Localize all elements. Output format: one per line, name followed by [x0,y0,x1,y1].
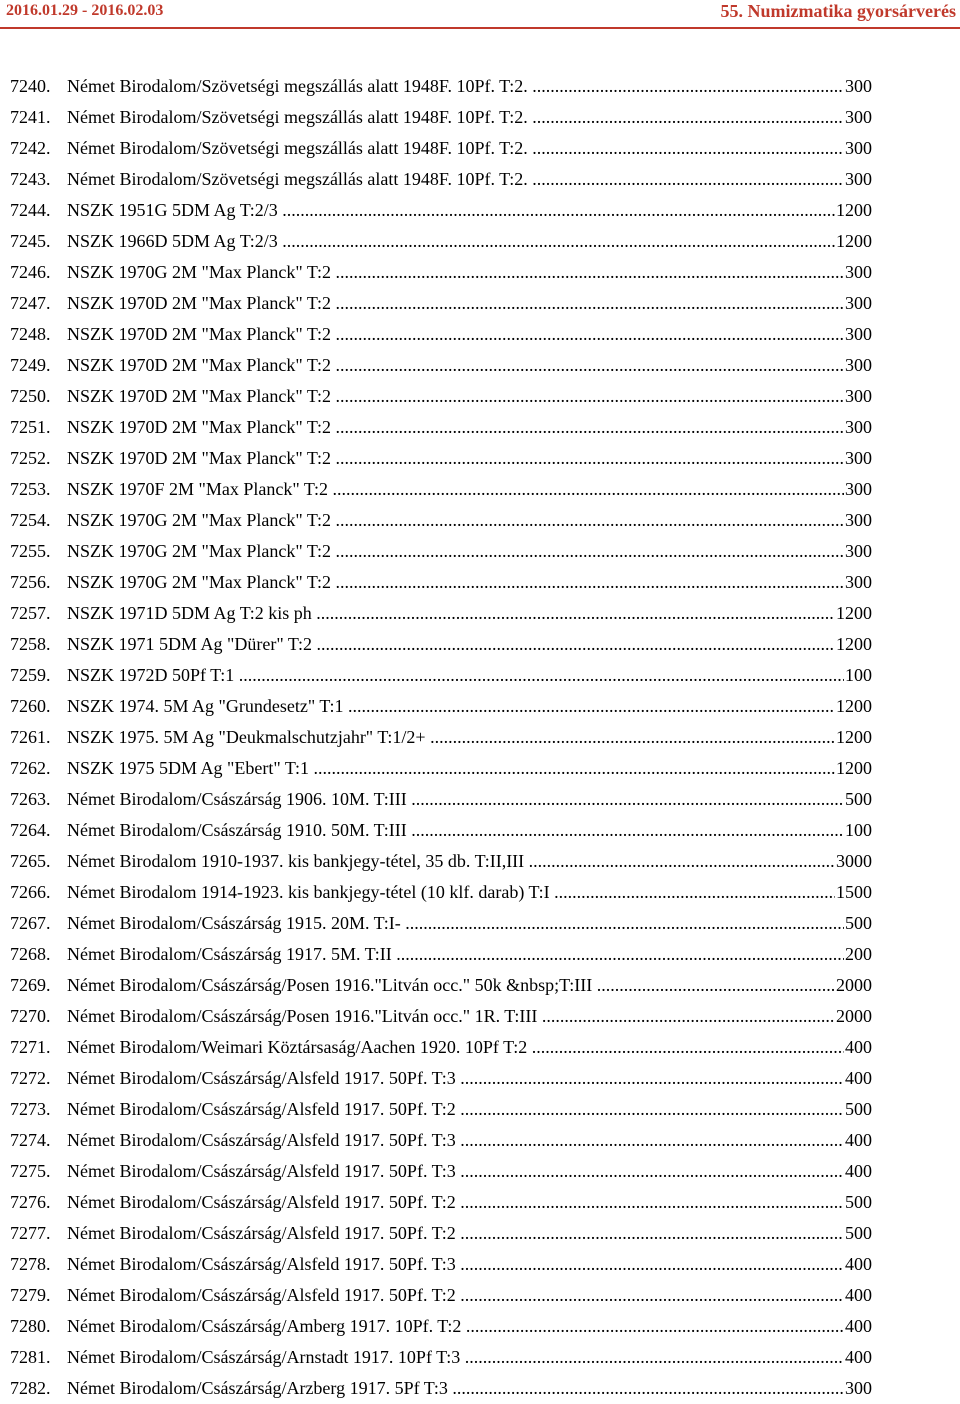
lot-number: 7270. [10,1006,51,1026]
lot-number: 7260. [10,696,51,716]
lot-row [0,319,960,350]
lot-price: 300 [844,257,872,288]
lot-number: 7281. [10,1347,51,1367]
lot-number: 7264. [10,820,51,840]
lot-row [0,1094,960,1125]
lot-price: 300 [844,412,872,443]
lot-number: 7258. [10,634,51,654]
lot-row [0,536,960,567]
lot-number: 7241. [10,107,51,127]
lot-number: 7265. [10,851,51,871]
lot-row [0,784,960,815]
lot-price: 400 [844,1032,872,1063]
lot-row [0,102,960,133]
lot-row [0,970,960,1001]
lot-row [0,474,960,505]
lot-row [0,1001,960,1032]
lot-number: 7250. [10,386,51,406]
lot-number: 7251. [10,417,51,437]
lot-number: 7242. [10,138,51,158]
lot-price: 300 [844,536,872,567]
lot-description: Német Birodalom/Császárság/Alsfeld 1917. 50Pf. T:2 ..... [67,1218,870,1249]
lot-number: 7263. [10,789,51,809]
lot-row [0,1156,960,1187]
lot-price: 500 [844,1187,872,1218]
lot-row [0,1373,960,1404]
lot-row [0,164,960,195]
lot-row [0,722,960,753]
lot-price: 200 [844,939,872,970]
lot-price: 300 [844,319,872,350]
lot-price: 1200 [835,753,872,784]
lot-description: NSZK 1970D 2M "Max Planck" T:2 ..... [67,381,870,412]
lot-row [0,226,960,257]
lot-row [0,1125,960,1156]
lot-description: Német Birodalom/Császárság 1915. 20M. T:I- ..... [67,908,870,939]
lot-description: NSZK 1972D 50Pf T:1 ..... [67,660,870,691]
lot-price: 300 [844,288,872,319]
lot-description: NSZK 1951G 5DM Ag T:2/3 ..... [67,195,870,226]
lot-row [0,1280,960,1311]
lot-description: Német Birodalom/Weimari Köztársaság/Aachen 1920. 10Pf T:2 ..... [67,1032,870,1063]
lot-price: 300 [844,350,872,381]
lot-price: 300 [844,381,872,412]
lot-description: Német Birodalom/Szövetségi megszállás alatt 1948F. 10Pf. T:2. ..... [67,133,870,164]
lot-number: 7261. [10,727,51,747]
lot-number: 7266. [10,882,51,902]
lot-row [0,288,960,319]
lot-price: 300 [844,102,872,133]
lot-description: Német Birodalom/Szövetségi megszállás alatt 1948F. 10Pf. T:2. ..... [67,71,870,102]
lot-price: 500 [844,784,872,815]
lot-price: 400 [844,1280,872,1311]
lot-price: 100 [844,815,872,846]
lot-number: 7248. [10,324,51,344]
lot-number: 7254. [10,510,51,530]
lot-number: 7269. [10,975,51,995]
lot-row [0,350,960,381]
lot-row [0,815,960,846]
lot-number: 7247. [10,293,51,313]
lot-description: Német Birodalom/Császárság/Alsfeld 1917. 50Pf. T:2 ..... [67,1094,870,1125]
lot-row [0,598,960,629]
lot-price: 400 [844,1125,872,1156]
lot-description: NSZK 1970D 2M "Max Planck" T:2 ..... [67,350,870,381]
lot-description: Német Birodalom/Császárság 1917. 5M. T:II ..... [67,939,870,970]
lot-number: 7244. [10,200,51,220]
lot-price: 100 [844,660,872,691]
lot-number: 7277. [10,1223,51,1243]
lot-row [0,1311,960,1342]
lot-description: Német Birodalom/Szövetségi megszállás alatt 1948F. 10Pf. T:2. ..... [67,102,870,133]
lot-price: 2000 [835,970,872,1001]
lot-price: 300 [844,443,872,474]
lot-price: 500 [844,1094,872,1125]
lot-description: Német Birodalom/Császárság/Posen 1916."Litván occ." 1R. T:III ..... [67,1001,870,1032]
lot-number: 7256. [10,572,51,592]
lot-number: 7268. [10,944,51,964]
lot-price: 1200 [835,598,872,629]
lot-description: Német Birodalom/Császárság/Alsfeld 1917. 50Pf. T:3 ..... [67,1125,870,1156]
lot-row [0,1249,960,1280]
auction-title: 55. Numizmatika gyorsárverés [720,1,956,21]
lot-price: 1200 [835,195,872,226]
lot-row [0,195,960,226]
lot-number: 7280. [10,1316,51,1336]
lot-list [0,71,960,1404]
lot-number: 7282. [10,1378,51,1398]
lot-price: 1200 [835,226,872,257]
lot-row [0,505,960,536]
lot-number: 7255. [10,541,51,561]
lot-description: Német Birodalom/Császárság/Alsfeld 1917. 50Pf. T:3 ..... [67,1249,870,1280]
lot-row [0,908,960,939]
lot-description: Német Birodalom/Szövetségi megszállás alatt 1948F. 10Pf. T:2. ..... [67,164,870,195]
lot-number: 7274. [10,1130,51,1150]
lot-number: 7267. [10,913,51,933]
lot-number: 7245. [10,231,51,251]
lot-row [0,1032,960,1063]
lot-description: Német Birodalom/Császárság/Arnstadt 1917. 10Pf T:3 ..... [67,1342,870,1373]
lot-description: NSZK 1970G 2M "Max Planck" T:2 ..... [67,567,870,598]
lot-description: Német Birodalom/Császárság 1910. 50M. T:III ..... [67,815,870,846]
lot-description: NSZK 1970G 2M "Max Planck" T:2 ..... [67,257,870,288]
lot-row [0,567,960,598]
lot-description: NSZK 1975. 5M Ag "Deukmalschutzjahr" T:1/2+ ..... [67,722,870,753]
lot-number: 7257. [10,603,51,623]
lot-price: 300 [844,133,872,164]
lot-price: 300 [844,71,872,102]
lot-price: 500 [844,1218,872,1249]
lot-number: 7252. [10,448,51,468]
lot-description: NSZK 1970D 2M "Max Planck" T:2 ..... [67,412,870,443]
lot-price: 300 [844,164,872,195]
lot-row [0,257,960,288]
lot-description: NSZK 1975 5DM Ag "Ebert" T:1 ..... [67,753,870,784]
lot-number: 7240. [10,76,51,96]
page-header [0,0,960,28]
lot-description: NSZK 1966D 5DM Ag T:2/3 ..... [67,226,870,257]
lot-number: 7253. [10,479,51,499]
lot-number: 7279. [10,1285,51,1305]
lot-price: 400 [844,1063,872,1094]
lot-description: NSZK 1971 5DM Ag "Dürer" T:2 ..... [67,629,870,660]
lot-number: 7243. [10,169,51,189]
lot-description: NSZK 1970D 2M "Max Planck" T:2 ..... [67,319,870,350]
lot-price: 500 [844,908,872,939]
lot-number: 7273. [10,1099,51,1119]
auction-date-range: 2016.01.29 - 2016.02.03 [6,2,164,19]
lot-description: Német Birodalom/Császárság/Arzberg 1917. 5Pf T:3 ..... [67,1373,870,1404]
lot-number: 7249. [10,355,51,375]
lot-description: Német Birodalom/Császárság 1906. 10M. T:III ..... [67,784,870,815]
lot-price: 1200 [835,629,872,660]
lot-row [0,71,960,102]
lot-row [0,939,960,970]
lot-description: Német Birodalom/Császárság/Alsfeld 1917. 50Pf. T:2 ..... [67,1280,870,1311]
lot-number: 7259. [10,665,51,685]
lot-row [0,1187,960,1218]
lot-row [0,629,960,660]
lot-number: 7275. [10,1161,51,1181]
lot-description: Német Birodalom/Császárság/Alsfeld 1917. 50Pf. T:3 ..... [67,1156,870,1187]
lot-description: Német Birodalom/Császárság/Amberg 1917. 10Pf. T:2 ..... [67,1311,870,1342]
lot-number: 7262. [10,758,51,778]
lot-description: Német Birodalom 1914-1923. kis bankjegy-tétel (10 klf. darab) T:I ..... [67,877,870,908]
lot-description: Német Birodalom 1910-1937. kis bankjegy-tétel, 35 db. T:II,III ..... [67,846,870,877]
lot-row [0,846,960,877]
lot-row [0,1342,960,1373]
lot-row [0,443,960,474]
lot-price: 1200 [835,722,872,753]
lot-price: 300 [844,505,872,536]
lot-price: 300 [844,567,872,598]
lot-row [0,753,960,784]
lot-row [0,133,960,164]
lot-price: 2000 [835,1001,872,1032]
lot-row [0,691,960,722]
lot-price: 1200 [835,691,872,722]
lot-description: NSZK 1970G 2M "Max Planck" T:2 ..... [67,505,870,536]
lot-number: 7271. [10,1037,51,1057]
lot-description: NSZK 1970G 2M "Max Planck" T:2 ..... [67,536,870,567]
lot-price: 300 [844,474,872,505]
lot-description: NSZK 1974. 5M Ag "Grundesetz" T:1 ..... [67,691,870,722]
lot-price: 400 [844,1311,872,1342]
lot-description: Német Birodalom/Császárság/Alsfeld 1917. 50Pf. T:3 ..... [67,1063,870,1094]
lot-row [0,1218,960,1249]
lot-row [0,660,960,691]
lot-number: 7276. [10,1192,51,1212]
lot-description: Német Birodalom/Császárság/Alsfeld 1917. 50Pf. T:2 ..... [67,1187,870,1218]
lot-number: 7278. [10,1254,51,1274]
lot-description: NSZK 1970F 2M "Max Planck" T:2 ..... [67,474,870,505]
lot-description: NSZK 1970D 2M "Max Planck" T:2 ..... [67,443,870,474]
lot-description: NSZK 1970D 2M "Max Planck" T:2 ..... [67,288,870,319]
lot-price: 300 [844,1373,872,1404]
lot-description: Német Birodalom/Császárság/Posen 1916."Litván occ." 50k &nbsp;T:III ..... [67,970,870,1001]
lot-row [0,877,960,908]
lot-row [0,381,960,412]
lot-row [0,1063,960,1094]
lot-price: 400 [844,1342,872,1373]
lot-price: 400 [844,1156,872,1187]
lot-price: 1500 [835,877,872,908]
lot-row [0,412,960,443]
lot-price: 400 [844,1249,872,1280]
lot-price: 3000 [835,846,872,877]
lot-number: 7272. [10,1068,51,1088]
lot-number: 7246. [10,262,51,282]
lot-description: NSZK 1971D 5DM Ag T:2 kis ph ..... [67,598,870,629]
header-divider [0,27,960,29]
